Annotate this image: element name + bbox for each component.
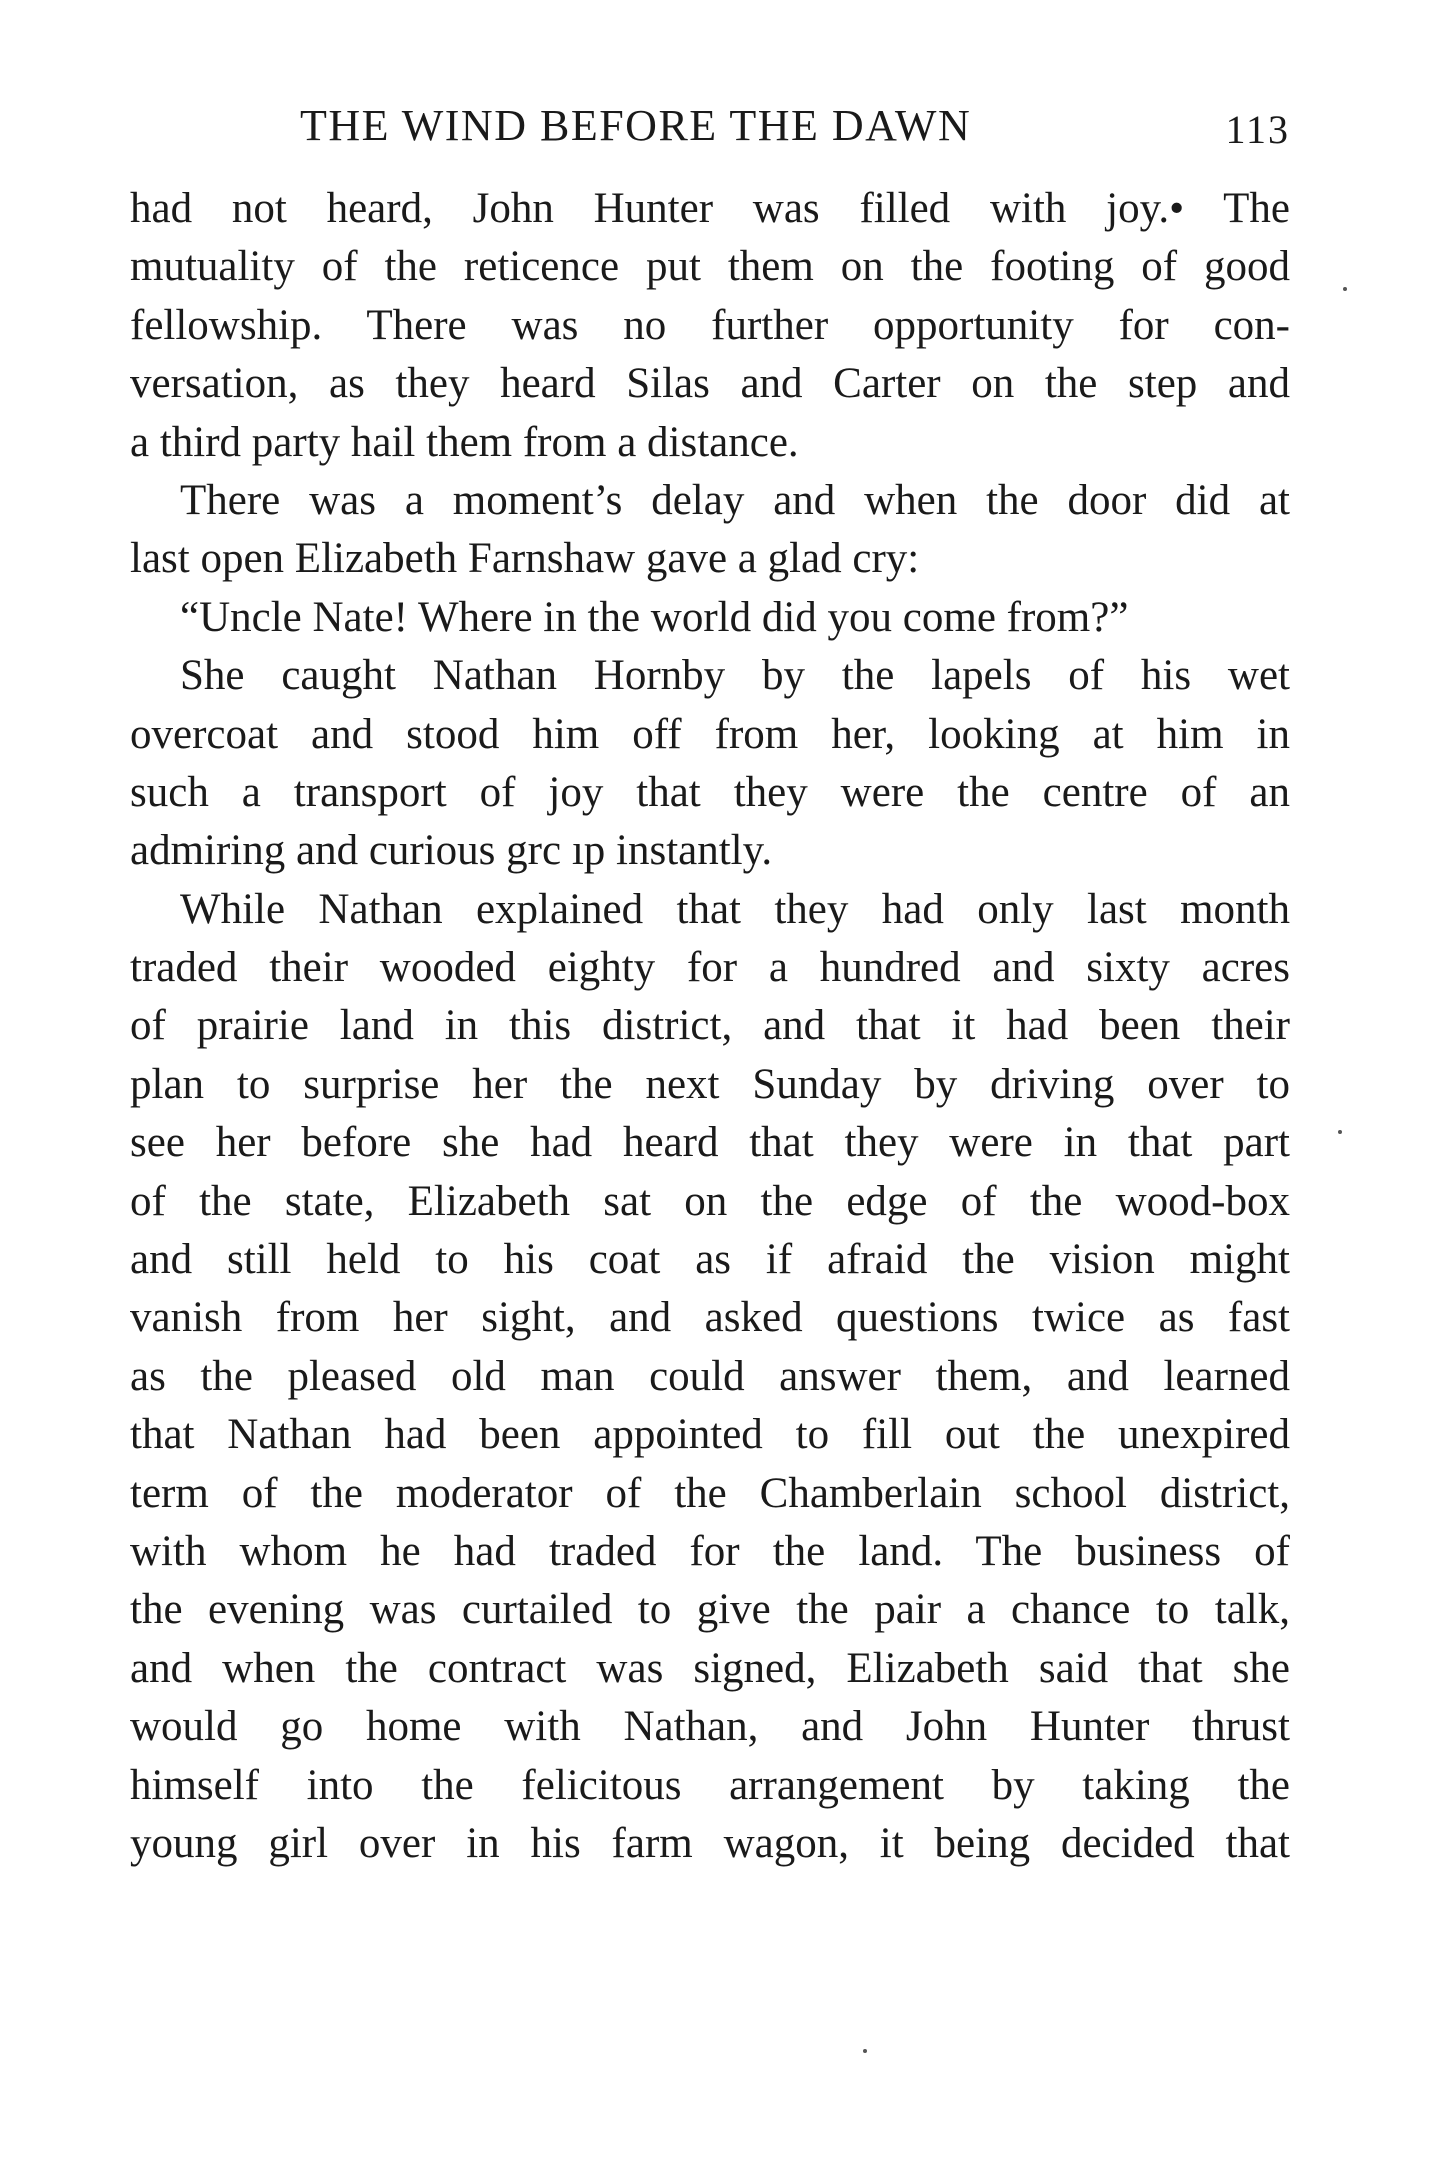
text-line: admiring and curious grc ıp instantly.	[130, 827, 773, 875]
paper-speck	[863, 2049, 867, 2053]
text-line: term of the moderator of the Chamberlain school district,	[130, 1469, 1290, 1517]
text-line: himself into the felicitous arrangement by taking the	[130, 1761, 1290, 1809]
text-line: There was a moment’s delay and when the door did at	[180, 476, 1290, 524]
running-head	[300, 100, 1290, 160]
text-line: of prairie land in this district, and that it had been their	[130, 1002, 1290, 1050]
running-title: THE WIND BEFORE THE DAWN	[300, 101, 972, 150]
text-line: that Nathan had been appointed to fill out the unexpired	[130, 1411, 1290, 1459]
text-line: see her before she had heard that they were in that part	[130, 1119, 1290, 1167]
text-line: young girl over in his farm wagon, it being decided that	[130, 1819, 1290, 1867]
text-line: of the state, Elizabeth sat on the edge of the wood-box	[130, 1177, 1290, 1225]
text-line: plan to surprise her the next Sunday by driving over to	[130, 1060, 1290, 1108]
page-number: 113	[1225, 107, 1290, 152]
text-line: versation, as they heard Silas and Carter on the step and	[130, 360, 1290, 408]
body-text	[130, 180, 1290, 1873]
text-line: fellowship. There was no further opportunity for con-	[130, 301, 1290, 349]
text-line: such a transport of joy that they were the centre of an	[130, 768, 1290, 816]
text-line: traded their wooded eighty for a hundred and sixty acres	[130, 944, 1290, 992]
text-line: as the pleased old man could answer them, and learned	[130, 1352, 1290, 1400]
text-line: would go home with Nathan, and John Hunter thrust	[130, 1703, 1290, 1751]
text-line: overcoat and stood him off from her, looking at him in	[130, 710, 1290, 758]
text-line: She caught Nathan Hornby by the lapels of his wet	[180, 652, 1290, 700]
text-line: had not heard, John Hunter was filled with joy.• The	[130, 185, 1290, 232]
text-line: last open Elizabeth Farnshaw gave a glad cry:	[130, 535, 920, 583]
text-line: and when the contract was signed, Elizabeth said that she	[130, 1644, 1290, 1692]
text-line: mutuality of the reticence put them on the footing of good	[130, 243, 1290, 291]
text-line: and still held to his coat as if afraid the vision might	[130, 1236, 1290, 1284]
text-line: a third party hail them from a distance.	[130, 418, 799, 466]
text-line: “Uncle Nate! Where in the world did you come from?”	[180, 593, 1129, 641]
text-line: vanish from her sight, and asked questions twice as fast	[130, 1294, 1290, 1342]
text-line: While Nathan explained that they had only last month	[180, 885, 1290, 933]
paper-speck	[1338, 1130, 1342, 1134]
paper-speck	[1343, 287, 1347, 291]
text-line: the evening was curtailed to give the pair a chance to talk,	[130, 1586, 1290, 1634]
text-line: with whom he had traded for the land. The business of	[130, 1527, 1290, 1575]
